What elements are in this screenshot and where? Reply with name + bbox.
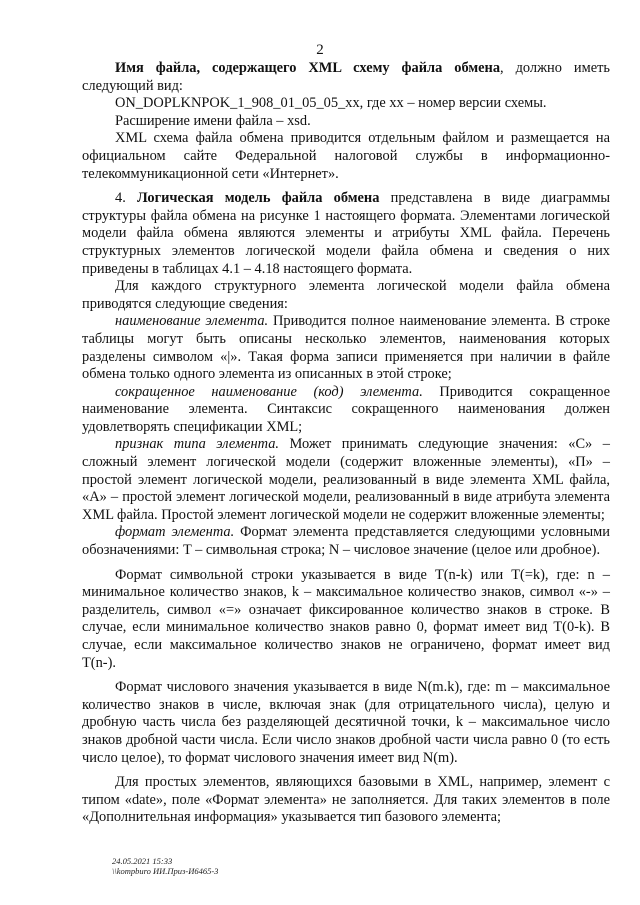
paragraph-filename-pattern: ON_DOPLKNPOK_1_908_01_05_05_xx, где xx – номер версии схемы.	[115, 95, 547, 112]
bold-text: Логическая модель файла обмена	[137, 190, 380, 207]
text: , должно иметь следующий вид:	[82, 60, 610, 94]
paragraph-filename	[82, 60, 610, 95]
paragraph-element-code	[82, 384, 610, 437]
footer-stamp	[112, 856, 218, 876]
document-body	[82, 60, 610, 827]
paragraph-number-format: Формат числового значения указывается в виде N(m.k), где: m – максимальное количество знаков в числе, включая знак (для отрицательного числа), целую и дробную часть числа без разделяющей десятичной точки, k – максимальное число знаков дробной части числа. Если число знаков дробной части числа равно 0 (то есть число целое), то формат числового значения имеет вид N(m).	[82, 679, 610, 766]
paragraph-element-type	[82, 436, 610, 524]
paragraph-string-format: Формат символьной строки указывается в виде T(n-k) или T(=k), где: n – минимальное количество знаков, k – максимальное количество знаков, символ «-» – разделитель, символ «=» означает фиксированное количество знаков в строке. В случае, если минимальное количество знаков равно 0, формат имеет вид T(0-k). В случае, если максимальное количество знаков не ограничено, формат имеет вид T(n-).	[82, 566, 610, 671]
section-number: 4.	[115, 190, 138, 207]
text: представлена в виде диаграммы структуры файла обмена на рисунке 1 настоящего формата. Элементами логической модели файла обмена являются элементы и атрибуты XML файла. Перечень структурных элементов логической модели файла обмена и сведения о них приведены в таблицах 4.1 – 4.18 настоящего формата.	[82, 190, 610, 277]
footer-path: \\kompburo ИИ.Приз-И6465-3	[112, 866, 219, 876]
text: Приводится сокращенное наименование элемента. Синтаксис сокращенного наименования должен удовлетворять спецификации XML;	[82, 383, 610, 435]
paragraph-base-types: Для простых элементов, являющихся базовыми в XML, например, элемент с типом «date», поле «Формат элемента» не заполняется. Для таких элементов в поле «Дополнительная информация» указывается тип базового элемента;	[82, 774, 610, 826]
text: Формат элемента представляется следующими условными обозначениями: T – символьная строка; N – числовое значение (целое или дробное).	[82, 524, 610, 559]
text: Может принимать следующие значения: «С» – сложный элемент логической модели (содержит вложенные элементы), «П» – простой элемент логической модели, реализованный в виде элемента XML файла, «А» – простой элемент логической модели, реализованный в виде атрибута элемента XML файла. Простой элемент логической модели не содержит вложенные элементы;	[82, 436, 610, 523]
paragraph-element-info: Для каждого структурного элемента логической модели файла обмена приводятся следующие сведения:	[82, 278, 610, 312]
bold-text: Имя файла, содержащего XML схему файла обмена	[115, 60, 501, 76]
text: Приводится полное наименование элемента. В строке таблицы могут быть описаны несколько элементов, наименования которых разделены символом «|». Такая форма записи применяется при наличии в файле обмена только одного элемента из описанных в этой строке;	[82, 313, 610, 383]
italic-term: наименование элемента.	[115, 313, 269, 330]
footer-date: 24.05.2021 15:33	[112, 856, 173, 866]
page-number: 2	[316, 42, 324, 58]
paragraph-xml-schema: XML схема файла обмена приводится отдельным файлом и размещается на официальном сайте Федеральной налоговой службы в информационно-телекоммуникационной сети «Интернет».	[82, 130, 610, 182]
paragraph-element-format	[82, 524, 610, 559]
paragraph-element-name	[82, 313, 610, 383]
paragraph-extension: Расширение имени файла – xsd.	[115, 112, 311, 129]
italic-term: формат элемента.	[115, 524, 235, 541]
italic-term: признак типа элемента.	[115, 436, 280, 453]
paragraph-logical-model	[82, 190, 610, 278]
italic-term: сокращенное наименование (код) элемента.	[115, 383, 423, 400]
